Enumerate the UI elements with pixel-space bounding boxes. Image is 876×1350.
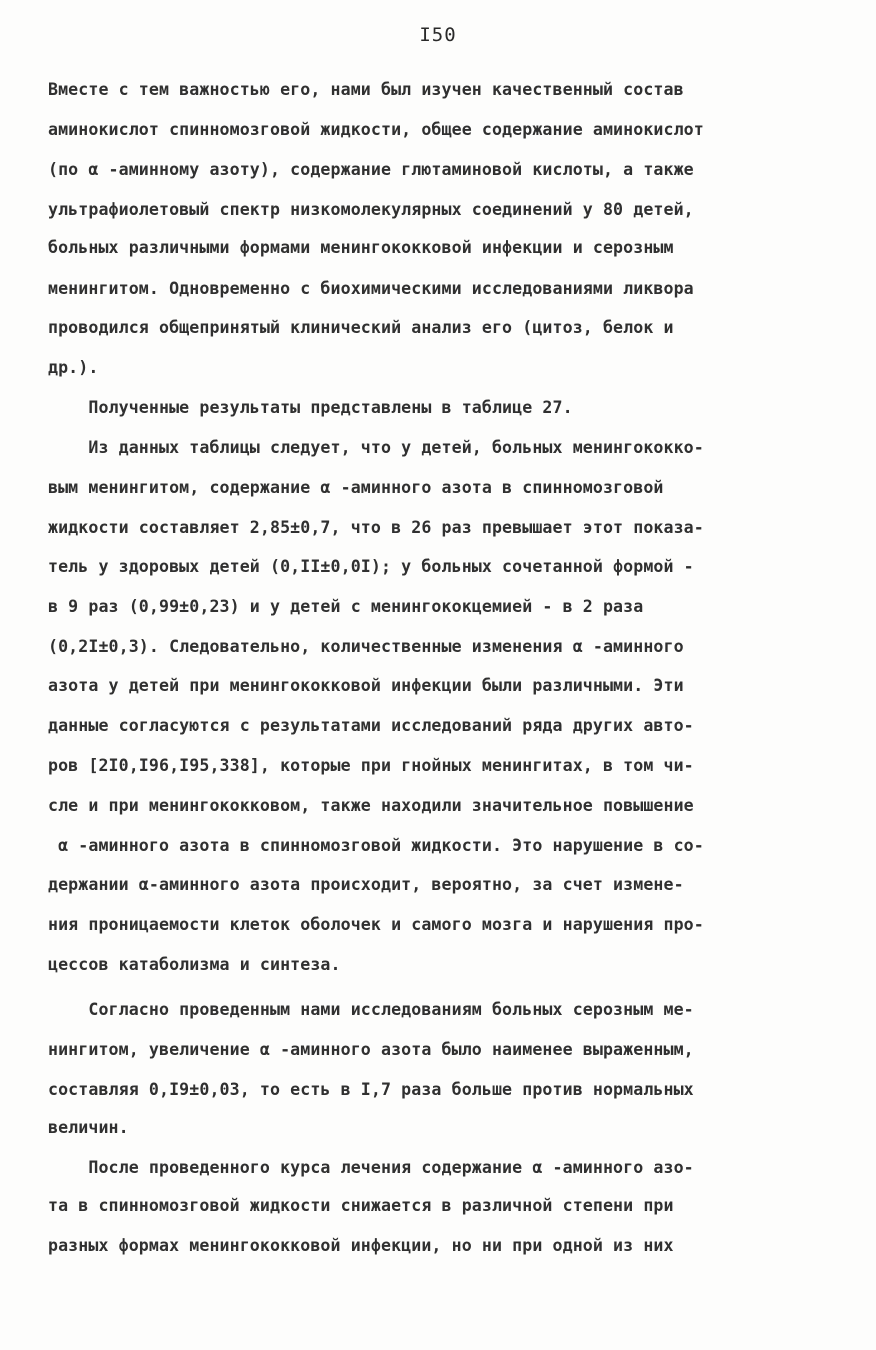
- text-line: данные согласуются с результатами исследований ряда других авто-: [48, 716, 694, 735]
- text-line: больных различными формами менингококковой инфекции и серозным: [48, 238, 674, 257]
- page-number: I50: [419, 24, 457, 46]
- text-line: та в спинномозговой жидкости снижается в различной степени при: [48, 1196, 674, 1215]
- text-line: менингитом. Одновременно с биохимическими исследованиями ликвора: [48, 279, 694, 298]
- text-line: Согласно проведенным нами исследованиям больных серозным ме-: [48, 1000, 694, 1019]
- text-line: Вместе с тем важностью его, нами был изучен качественный состав: [48, 80, 684, 99]
- text-line: тель у здоровых детей (0,II±0,0I); у больных сочетанной формой -: [48, 557, 694, 576]
- text-line: азота у детей при менингококковой инфекции были различными. Эти: [48, 676, 684, 695]
- text-line: проводился общепринятый клинический анализ его (цитоз, белок и: [48, 318, 674, 337]
- text-line: α -аминного азота в спинномозговой жидкости. Это нарушение в со-: [48, 836, 704, 855]
- text-line: величин.: [48, 1118, 129, 1137]
- text-line: жидкости составляет 2,85±0,7, что в 26 раз превышает этот показа-: [48, 518, 704, 537]
- text-line: ультрафиолетовый спектр низкомолекулярных соединений у 80 детей,: [48, 200, 694, 219]
- text-line: аминокислот спинномозговой жидкости, общее содержание аминокислот: [48, 120, 704, 139]
- text-line: Из данных таблицы следует, что у детей, больных менингококко-: [48, 438, 704, 457]
- text-line: ния проницаемости клеток оболочек и самого мозга и нарушения про-: [48, 915, 704, 934]
- text-line: др.).: [48, 358, 99, 377]
- text-line: нингитом, увеличение α -аминного азота было наименее выраженным,: [48, 1040, 694, 1059]
- text-line: (по α -аминному азоту), содержание глютаминовой кислоты, а также: [48, 160, 694, 179]
- text-line: держании α-аминного азота происходит, вероятно, за счет измене-: [48, 875, 684, 894]
- text-line: сле и при менингококковом, также находили значительное повышение: [48, 796, 694, 815]
- text-line: Полученные результаты представлены в таблице 27.: [48, 398, 573, 417]
- text-line: После проведенного курса лечения содержание α -аминного азо-: [48, 1158, 694, 1177]
- text-line: цессов катаболизма и синтеза.: [48, 955, 341, 974]
- text-line: ров [2I0,I96,I95,338], которые при гнойных менингитах, в том чи-: [48, 756, 694, 775]
- text-line: вым менингитом, содержание α -аминного азота в спинномозговой: [48, 478, 664, 497]
- text-line: составляя 0,I9±0,03, то есть в I,7 раза больше против нормальных: [48, 1080, 694, 1099]
- text-line: в 9 раз (0,99±0,23) и у детей с менингококцемией - в 2 раза: [48, 597, 644, 616]
- text-line: (0,2I±0,3). Следовательно, количественные изменения α -аминного: [48, 637, 684, 656]
- text-line: разных формах менингококковой инфекции, но ни при одной из них: [48, 1236, 674, 1255]
